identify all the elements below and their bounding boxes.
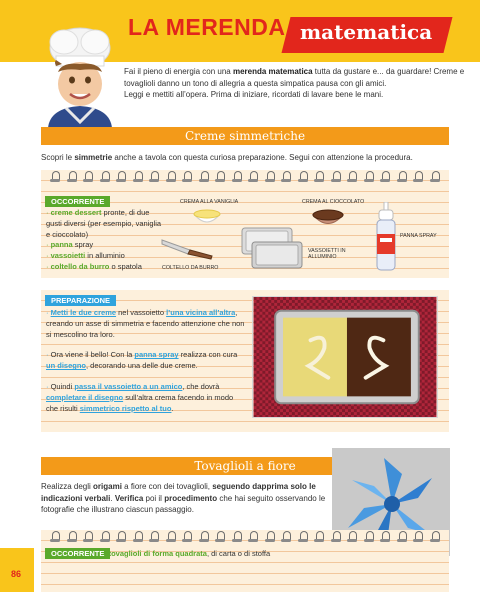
- notebook-panel-origami: [41, 530, 449, 592]
- page-number-tab: [0, 548, 34, 592]
- subject-label: matematica: [300, 20, 433, 44]
- origami-description: Realizza degli origami a fiore con dei tovaglioli, seguendo dapprima solo le indicazioni verbali. Verifica poi il procedimento che hai seguito osservando le fotografie che illustrano ciascun passaggio.: [41, 482, 326, 514]
- procedure-steps: [46, 308, 246, 414]
- aluminium-trays-illustration: [238, 224, 304, 272]
- spiral-binding: [41, 530, 449, 546]
- procedure-step: · Metti le due creme nel vassoietto l’una vicina all’altra, creando un asse di simmetria e facendo attenzione che non si mescolino tra loro.: [46, 308, 245, 339]
- intro-text: Fai il pieno di energia con una merenda matematica tutta da gustare e... da guardare! Creme e tovaglioli danno un tono di allegria a questa simpatica pausa con gli amici. Leggi e mettiti all’opera. Prima di iniziare, ricordati di lavare bene le mani.: [124, 67, 465, 99]
- occorrente-label: OCCORRENTE: [45, 548, 110, 559]
- list-item: · creme dessert pronte, di due gusti diversi (per esempio, vaniglia e cioccolato): [46, 208, 162, 239]
- page-number: 86: [11, 569, 22, 579]
- origami-materials: · tovaglioli di forma quadrata, di carta o di stoffa: [104, 549, 271, 558]
- caption-trays: VASSOIETTI IN ALLUMINIO: [308, 248, 346, 260]
- chocolate-cream-bowl-illustration: [311, 206, 345, 230]
- caption-chocolate: CREMA AL CIOCCOLATO: [302, 199, 365, 205]
- list-item: · vassoietti in alluminio: [46, 251, 125, 261]
- symmetric-cream-tray-photo: [252, 296, 438, 418]
- caption-vanilla: CREMA ALLA VANIGLIA: [180, 199, 239, 205]
- procedure-step: · Ora viene il bello! Con la panna spray realizza con cura un disegno, decorando una delle due creme.: [46, 350, 238, 371]
- butter-knife-illustration: [160, 236, 214, 260]
- section-description: Scopri le simmetrie anche a tavola con questa curiosa preparazione. Segui con attenzione la procedura.: [41, 153, 413, 162]
- page-title: LA MERENDA: [128, 14, 286, 40]
- section-title: Tovaglioli a fiore: [194, 459, 296, 473]
- list-item: · coltello da burro o spatola: [46, 261, 142, 271]
- caption-spray: PANNA SPRAY: [400, 233, 437, 239]
- procedure-step: · Quindi passa il vassoietto a un amico, che dovrà completare il disegno sull’altra crema facendo in modo che risulti simmetrico rispetto al tuo.: [46, 381, 234, 413]
- caption-knife: COLTELLO DA BURRO: [162, 265, 219, 271]
- section-title-bar: [41, 127, 449, 145]
- spiral-binding: [41, 170, 449, 186]
- whipped-cream-spray-illustration: [376, 202, 396, 272]
- vanilla-cream-bowl-illustration: [193, 206, 221, 228]
- section-title: Creme simmetriche: [184, 129, 306, 143]
- ingredients-list: [46, 208, 164, 273]
- occorrente-label: OCCORRENTE: [45, 196, 110, 207]
- preparazione-label: PREPARAZIONE: [45, 295, 116, 306]
- list-item: · panna spray: [46, 240, 94, 250]
- chef-boy-illustration: [40, 26, 120, 128]
